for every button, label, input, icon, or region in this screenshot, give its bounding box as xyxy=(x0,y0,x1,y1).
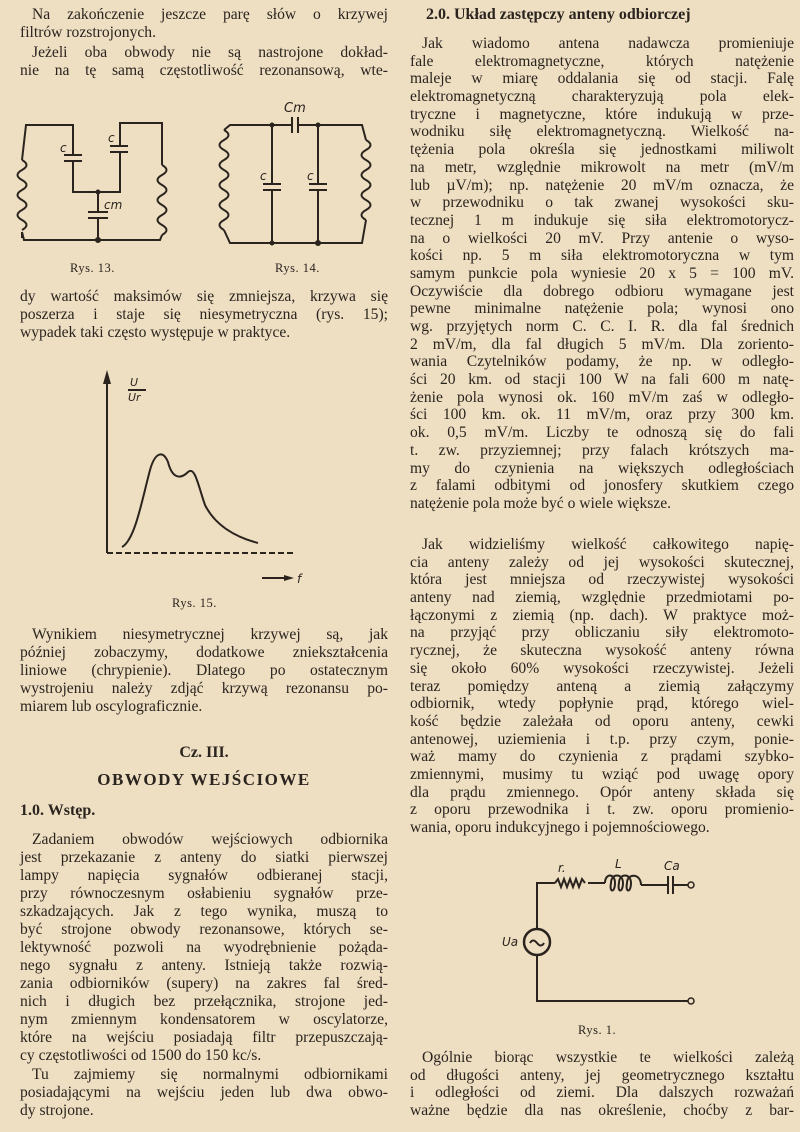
text-line: ważne będzie dla nas określenie, choćby z bar- xyxy=(410,1102,794,1120)
paragraph-effective-height xyxy=(410,536,794,837)
text-line: ok. 0,5 mV/m. Liczby te odnoszą się do fali xyxy=(410,424,794,442)
paragraph-input-circuits xyxy=(20,831,388,1065)
text-line: od długości anteny, jej geometrycznego kształtu xyxy=(410,1066,794,1084)
text-line: rycznej, że skuteczna wysokość anteny równa xyxy=(410,642,794,660)
text-line: t. zw. przyziemnej; przy falach krótszych ma- xyxy=(410,441,794,459)
label-r: r. xyxy=(558,861,566,875)
text-line: tężenia pola określa się jednostkami miliwolt xyxy=(410,141,794,159)
figure-1-antenna-equivalent xyxy=(502,857,694,1004)
paragraph-distortion xyxy=(20,626,388,716)
text-line: Tu zajmiemy się normalnymi odbiornikami xyxy=(32,1066,388,1083)
label-cm: cm xyxy=(104,198,123,212)
label-ua: Ua xyxy=(502,935,519,949)
text-line: nego sygnału z anteny. Istnieją także rozwią- xyxy=(20,957,388,974)
text-line: dy wartość maksimów się zmniejsza, krzywa się xyxy=(20,288,388,305)
text-line: wania Czytelników podamy, że np. w odległo- xyxy=(410,353,794,371)
text-line: dy strojone. xyxy=(20,1102,94,1119)
text-line: łączonymi z ziemią (np. dach). W praktyce moż- xyxy=(410,606,794,624)
text-line: elektromagnetyczną charakteryzują pola elek- xyxy=(410,88,794,106)
figure-1-caption: Rys. 1. xyxy=(578,1023,617,1037)
text-line: Wynikiem niesymetrycznej krzywej są, jak xyxy=(32,626,388,643)
text-line: cy częstotliwości od 1500 do 150 kc/s. xyxy=(20,1047,262,1064)
text-line: Jak widzieliśmy wielkość całkowitego napię- xyxy=(422,536,794,553)
label-c: c xyxy=(260,169,267,183)
text-line: z falami odbitymi od jonosfery skutkiem czego xyxy=(410,477,794,495)
text-line: kości np. 5 m siła elektromotoryczna w tym xyxy=(410,247,794,265)
coil-right xyxy=(158,165,167,235)
text-line: filtrów rozstrojonych. xyxy=(20,24,156,41)
text-line: tryczne i magnetyczne, które indukują w prze- xyxy=(410,105,794,123)
text-line: wania, oporu indukcyjnego i pojemnościowego. xyxy=(410,819,710,836)
text-line: posiadającymi na wejściu jeden lub dwa obwo- xyxy=(20,1084,388,1101)
paragraph-normal-receivers xyxy=(20,1066,388,1120)
text-line: kość będzie zależała od oporu anteny, cewki xyxy=(410,712,794,730)
x-axis-label: f xyxy=(297,572,302,586)
text-line: wodniku siłę elektromagnetyczną. Wielkość na- xyxy=(410,123,794,141)
text-line: lub µV/m); np. natężenie 20 mV/m oznacza, że xyxy=(410,176,794,194)
text-line: Ogólnie biorąc wszystkie te wielkości zależą xyxy=(422,1049,794,1066)
text-line: natężenie pola może być o wiele większe. xyxy=(410,494,672,512)
section-heading-intro: 1.0. Wstęp. xyxy=(20,802,96,819)
label-c: c xyxy=(60,141,67,155)
text-line: antenowej, uziemienia i t.p. przy czym, ponie- xyxy=(410,730,794,748)
text-line: żenie pola wynosi ok. 160 mV/m zaś w odległo- xyxy=(410,388,794,406)
paragraph-asymmetric xyxy=(20,288,388,342)
text-line: pewne minimalne natężenie pola; wynosi ono xyxy=(410,300,794,318)
text-line: poszerza i staje się niesymetryczna (rys. 15); xyxy=(20,306,388,323)
chapter-number: Cz. III. xyxy=(179,744,229,761)
text-line: Zadaniem obwodów wejściowych odbiornika xyxy=(32,831,388,848)
text-line: miarem lub oscylograficznie. xyxy=(20,698,203,715)
text-line: jest przekazanie z anteny do siatki pierwszej xyxy=(20,849,388,866)
text-line: i odległości od ziemi. Dla dalszych rozważań xyxy=(410,1084,794,1102)
resonance-curve xyxy=(122,454,258,547)
text-line: Jeżeli oba obwody nie są nastrojone dokład- xyxy=(32,44,388,61)
text-line: na o wielkości 20 mV. Przy antenie o wyso- xyxy=(410,229,794,247)
text-line: nie na tę samą częstotliwość rezonansową, wte- xyxy=(20,62,388,79)
text-line: liniowe (chrypienie). Dlatego po ostatecznym xyxy=(20,662,388,679)
text-line: waż mamy do czynienia z prądami szybko- xyxy=(410,748,794,766)
figure-14-caption: Rys. 14. xyxy=(275,261,320,275)
text-line: fale elektromagnetyczne, których natężenie xyxy=(410,52,794,70)
text-line: później zobaczymy, dodatkowe zniekształcenia xyxy=(20,644,388,661)
text-line: która jest mniejsza od rzeczywistej wysokości xyxy=(410,571,794,589)
text-line: się około 60% wysokości rzeczywistej. Jeżeli xyxy=(410,659,794,677)
text-line: nym zmiennym kondensatorem w oscylatorze, xyxy=(20,1011,388,1028)
label-c: c xyxy=(307,169,314,183)
text-line: nich i długich bez przełącznika, strojone jed- xyxy=(20,993,388,1010)
label-c: c xyxy=(108,131,115,145)
text-line: teraz pomiędzy anteną a ziemią załączymy xyxy=(410,677,794,695)
figure-13-circuit xyxy=(18,123,167,243)
y-axis-label-denominator: Ur xyxy=(128,391,141,404)
text-line: samym punkcie pola wyniesie 20 x 5 = 100 mV. xyxy=(410,264,794,282)
text-line: Na zakończenie jeszcze parę słów o krzywej xyxy=(32,6,388,23)
label-l: L xyxy=(615,857,622,871)
text-line: Jak wiadomo antena nadawcza promieniuje xyxy=(422,35,794,52)
text-line: Oczywiście dla dobrego odbioru wymagane jest xyxy=(410,282,794,300)
text-line: lampy napięcia sygnałów odbieranej stacji, xyxy=(20,867,388,884)
paragraph-field-strength xyxy=(410,35,794,513)
y-axis-label-numerator: U xyxy=(130,376,139,389)
text-line: wypadek taki często występuje w praktyce. xyxy=(20,324,291,341)
text-line: dla prądu zmiennego. Opór anteny składa się xyxy=(410,783,794,801)
text-line: wystrojeniu należy zdjąć krzywą rezonansu po- xyxy=(20,680,388,697)
text-line: cia anteny zależy od jej wysokości skutecznej, xyxy=(410,553,794,571)
text-line: maleje w miarę oddalania się od stacji. Falę xyxy=(410,70,794,88)
text-line: zania odbiorników (supery) na zakres fal śred- xyxy=(20,975,388,992)
text-line: zmiennymi, musimy tu wziąć pod uwagę opory xyxy=(410,765,794,783)
text-line: wg. przyjętych norm C. C. I. R. dla fal średnich xyxy=(410,318,794,335)
text-line: szkadzających. Jak z tego wynika, muszą to xyxy=(20,903,388,920)
figure-15-caption: Rys. 15. xyxy=(172,596,217,610)
text-line: przy równoczesnym osłabieniu sygnałów prze- xyxy=(20,885,388,902)
text-line: lektywność pozwoli na wyodrębnienie pożąda- xyxy=(20,939,388,956)
text-line: 2 mV/m, dla fal długich 5 mV/m. Dla zoriento- xyxy=(410,335,794,353)
label-cm: Cm xyxy=(284,101,306,116)
paragraph-dependencies xyxy=(410,1049,794,1120)
text-line: my do czynienia na większych odległościach xyxy=(410,459,794,477)
coil-left xyxy=(18,160,27,230)
section-heading-antenna: 2.0. Układ zastępczy anteny odbiorczej xyxy=(426,6,691,23)
text-line: ści 100 km. ok. 11 mV/m, oraz przy 300 km. xyxy=(410,406,794,424)
figure-13-caption: Rys. 13. xyxy=(70,261,115,275)
text-line: na metr, względnie mikrowolt na metr (mV/m xyxy=(410,158,794,176)
text-line: na przyjąć przy obliczaniu siły elektromoto- xyxy=(410,624,794,642)
figure-15-resonance-curve xyxy=(103,370,303,586)
chapter-title: OBWODY WEJŚCIOWE xyxy=(97,770,311,789)
text-line: być strojone obwody rezonansowe, których se- xyxy=(20,921,388,938)
text-line: w przewodniku o tak zwanej wysokości sku- xyxy=(410,194,794,212)
text-line: odbiornik, wtedy popłynie prąd, którego wiel- xyxy=(410,695,794,713)
text-line: tecznej 1 m indukuje się siła elektromotorycz- xyxy=(410,211,794,229)
text-line: ści 20 km. od stacji 100 W na fali 600 m natę- xyxy=(410,371,794,389)
text-line: anteny nad ziemią, względnie przedmiotami po- xyxy=(410,589,794,607)
label-ca: Ca xyxy=(664,859,680,873)
text-line: które na wejściu posiadają filtr przepuszczają- xyxy=(20,1029,388,1046)
figure-14-circuit xyxy=(220,101,371,246)
text-line: z oporu przewodnika i t. zw. oporu promienio- xyxy=(410,801,794,819)
